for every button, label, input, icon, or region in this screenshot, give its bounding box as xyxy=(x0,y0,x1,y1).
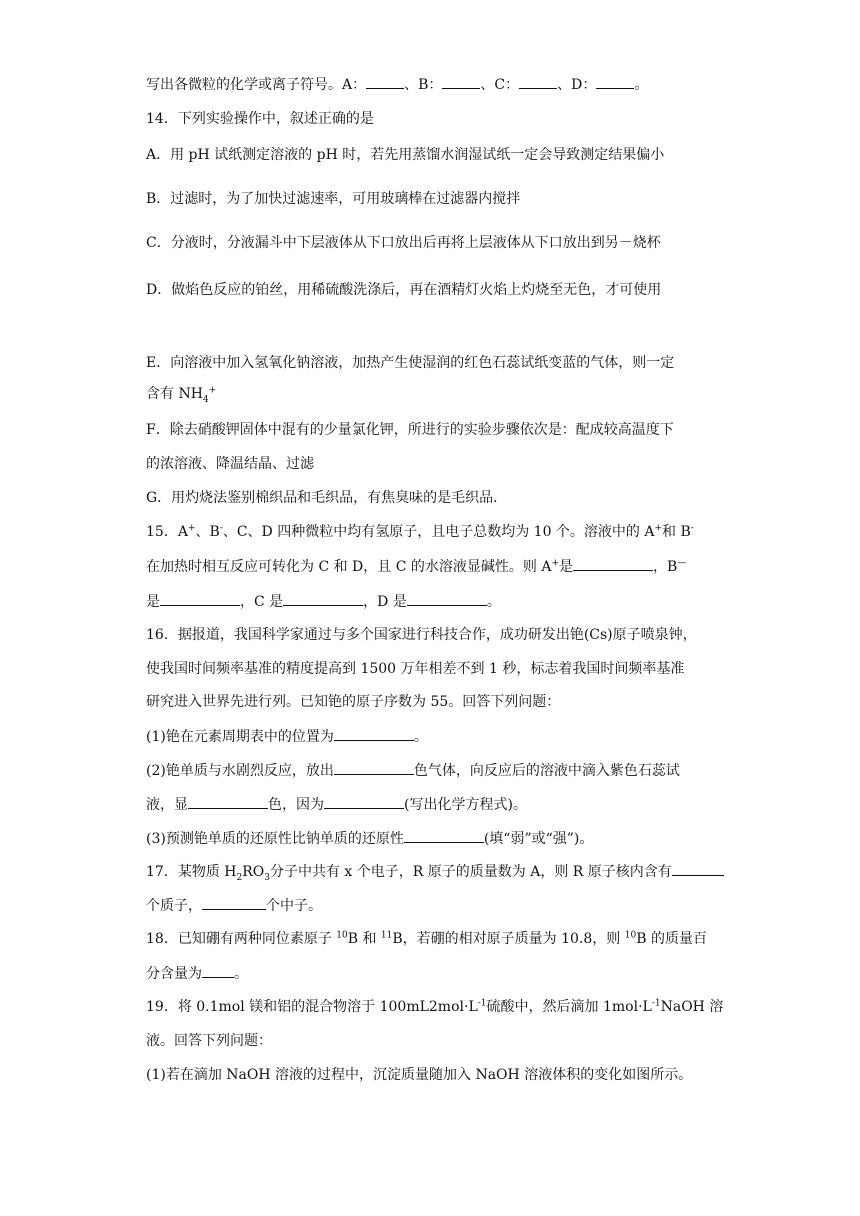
blank-equation[interactable] xyxy=(324,795,404,809)
q17-line1: 17．某物质 $H_2RO_3$分子中共有 x 个电子，R 原子的质量数为 A，则 R 原子核内含有 xyxy=(146,862,721,881)
blank-color[interactable] xyxy=(188,795,268,809)
q18-line1: 18．已知硼有两种同位素原子 $^{10}$B 和 $^{11}$B，若硼的相对原子质量为 10.8，则 $^{10}$B 的质量百 xyxy=(146,930,707,947)
q16-part1: (1)铯在元素周期表中的位置为 。 xyxy=(146,729,428,745)
blank-c[interactable] xyxy=(283,592,363,606)
blank-position[interactable] xyxy=(334,727,414,741)
q14-option-g: G．用灼烧法鉴别棉织品和毛织品，有焦臭味的是毛织品． xyxy=(146,490,508,506)
q13-answer-line: 写出各微粒的化学或离子符号。A： 、B： 、C： 、D： 。 xyxy=(146,77,649,93)
blank-a-plus[interactable] xyxy=(573,557,653,571)
q19-line2: 液。回答下列问题： xyxy=(146,1033,272,1049)
q14-option-e-line1: E．向溶液中加入氢氧化钠溶液，加热产生使湿润的红色石蕊试纸变蓝的气体，则一定 xyxy=(146,355,675,371)
q15-line3: 是 ，C 是 ，D 是 。 xyxy=(146,594,501,610)
q16-part2-line1: (2)铯单质与水剧烈反应，放出 色气体，向反应后的溶液中滴入紫色石蕊试 xyxy=(146,763,680,779)
q18-line2: 分含量为 。 xyxy=(146,966,248,982)
blank-d[interactable] xyxy=(596,75,634,89)
q19-part1: (1)若在滴加 NaOH 溶液的过程中，沉淀质量随加入 NaOH 溶液体积的变化如图所示。 xyxy=(146,1067,693,1083)
q14-option-e-line2: 含有 $NH_4^+$ xyxy=(146,385,217,405)
blank-d[interactable] xyxy=(407,592,487,606)
q16-line1: 16．据报道，我国科学家通过与多个国家进行科技合作，成功研发出铯(Cs)原子喷泉钟， xyxy=(146,627,697,643)
blank-b-minus[interactable] xyxy=(160,592,240,606)
q19-line1: 19．将 0.1mol 镁和铝的混合物溶于 $100mL2mol\cdot L^{-1}$硫酸中，然后滴加 $1mol\cdot L^{-1}NaOH$ 溶 xyxy=(146,998,724,1015)
q16-part2-line2: 液，显 色，因为 (写出化学方程式)。 xyxy=(146,797,527,813)
q14-option-c: C．分液时，分液漏斗中下层液体从下口放出后再将上层液体从下口放出到另－烧杯 xyxy=(146,235,661,251)
blank-b[interactable] xyxy=(442,75,480,89)
q16-line2: 使我国时间频率基准的精度提高到 1500 万年相差不到 1 秒，标志着我国时间频率基准 xyxy=(146,661,685,677)
q14-stem: 14．下列实验操作中，叙述正确的是 xyxy=(146,111,374,127)
blank-a[interactable] xyxy=(366,75,404,89)
q17-line2: 个质子， 个中子。 xyxy=(146,898,322,914)
blank-percentage[interactable] xyxy=(202,964,234,978)
q16-line3: 研究进入世界先进行列。已知铯的原子序数为 55。回答下列问题： xyxy=(146,694,561,710)
q15-line1: 15．A+、B-、C、D 四种微粒中均有氢原子，且电子总数均为 10 个。溶液中的 A+和 B- xyxy=(146,523,694,540)
blank-reducing[interactable] xyxy=(404,829,484,843)
blank-protons[interactable] xyxy=(672,862,724,876)
q16-part3: (3)预测铯单质的还原性比钠单质的还原性 (填“弱”或“强”)。 xyxy=(146,831,594,847)
q14-option-b: B．过滤时，为了加快过滤速率，可用玻璃棒在过滤器内搅拌 xyxy=(146,191,521,207)
q15-line2: 在加热时相互反应可转化为 C 和 D，且 C 的水溶液显碱性。则 A+是 ，B— xyxy=(146,558,687,575)
q14-option-f-line2: 的浓溶液、降温结晶、过滤 xyxy=(146,456,314,472)
q14-option-a: A．用 pH 试纸测定溶液的 pH 时，若先用蒸馏水润湿试纸一定会导致测定结果偏小 xyxy=(146,147,665,163)
blank-gas-color[interactable] xyxy=(334,761,414,775)
blank-neutrons[interactable] xyxy=(202,896,266,910)
q14-option-f-line1: F．除去硝酸钾固体中混有的少量氯化钾，所进行的实验步骤依次是：配成较高温度下 xyxy=(146,422,674,438)
blank-c[interactable] xyxy=(519,75,557,89)
q14-option-d: D．做焰色反应的铂丝，用稀硫酸洗涤后，再在酒精灯火焰上灼烧至无色，才可使用 xyxy=(146,282,662,298)
